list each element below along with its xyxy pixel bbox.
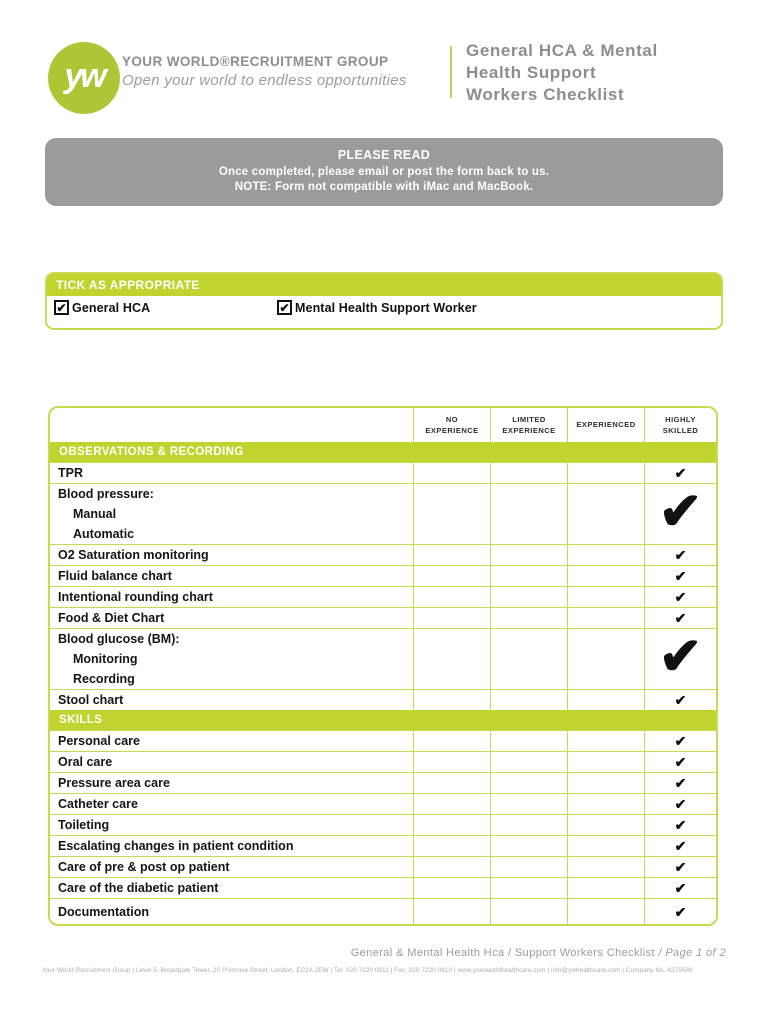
row-label (50, 629, 413, 689)
experience-cell-3[interactable] (644, 484, 716, 544)
experience-cell-0[interactable] (413, 836, 490, 856)
label-column-header (50, 408, 413, 442)
row-label-line: Blood glucose (BM): (58, 632, 180, 646)
tick-options (47, 296, 721, 315)
footer-doc-name: General & Mental Health Hca / Support Workers Checklist (350, 947, 659, 959)
experience-cell-2[interactable] (567, 566, 644, 586)
experience-cell-0[interactable] (413, 794, 490, 814)
experience-cell-0[interactable] (413, 608, 490, 628)
row-label-line: Toileting (58, 818, 110, 832)
table-row (50, 772, 716, 793)
experience-cell-0[interactable] (413, 463, 490, 483)
experience-cell-1[interactable] (490, 587, 567, 607)
table-row (50, 689, 716, 710)
checkbox-1[interactable]: ✔ (277, 300, 292, 315)
checkmark-icon: ✔ (674, 692, 687, 708)
experience-cell-3[interactable] (644, 857, 716, 877)
experience-cell-3[interactable] (644, 815, 716, 835)
experience-cell-1[interactable] (490, 463, 567, 483)
brand-tagline: Open your world to endless opportunities (122, 72, 407, 89)
brand-block (122, 54, 407, 89)
row-label-line: Intentional rounding chart (58, 590, 213, 604)
row-label-line: Recording (73, 672, 135, 686)
experience-cell-0[interactable] (413, 731, 490, 751)
row-label-line: Stool chart (58, 693, 124, 707)
checkmark-icon: ✔ (674, 465, 687, 481)
table-row (50, 544, 716, 565)
company-logo (48, 42, 120, 114)
experience-cell-1[interactable] (490, 899, 567, 924)
brand-name: YOUR WORLD®RECRUITMENT GROUP (122, 54, 389, 69)
page-title-line2: Health Support (466, 63, 597, 82)
experience-cell-3[interactable] (644, 731, 716, 751)
table-row (50, 483, 716, 544)
table-row (50, 565, 716, 586)
column-header-line: EXPERIENCE (425, 426, 479, 435)
experience-cell-1[interactable] (490, 815, 567, 835)
table-row (50, 877, 716, 898)
row-label (50, 815, 413, 835)
experience-cell-1[interactable] (490, 608, 567, 628)
experience-cell-3[interactable] (644, 545, 716, 565)
experience-cell-2[interactable] (567, 899, 644, 924)
experience-cell-1[interactable] (490, 566, 567, 586)
experience-cell-1[interactable] (490, 731, 567, 751)
experience-cell-2[interactable] (567, 752, 644, 772)
column-header-2 (567, 408, 644, 442)
footer-legal-line: Your World Recruitment Group | Level 5, Broadgate Tower, 20 Primrose Street, London, EC2A 2EW | Tel: 020 7220 0811 | Fax: 020 7220 0810 | www.yourworldhealthcare.com | info@ywhealthcare.com | Company No. 6275588 (42, 967, 693, 974)
skills-table (48, 406, 718, 926)
section-header-0: OBSERVATIONS & RECORDING (50, 442, 716, 462)
page-title-line1: General HCA & Mental (466, 41, 658, 60)
experience-cell-0[interactable] (413, 484, 490, 544)
row-label (50, 566, 413, 586)
tick-option-label: General HCA (72, 300, 151, 315)
experience-cell-3[interactable] (644, 566, 716, 586)
row-label-line: Care of pre & post op patient (58, 860, 230, 874)
tick-as-appropriate-section (45, 272, 723, 330)
row-label (50, 587, 413, 607)
footer-page-line (351, 947, 726, 959)
experience-cell-1[interactable] (490, 690, 567, 710)
experience-cell-0[interactable] (413, 899, 490, 924)
row-label-line: Automatic (73, 527, 135, 541)
table-row (50, 607, 716, 628)
experience-cell-2[interactable] (567, 608, 644, 628)
experience-cell-0[interactable] (413, 815, 490, 835)
checkmark-icon: ✔ (674, 775, 687, 791)
row-label (50, 608, 413, 628)
experience-cell-1[interactable] (490, 857, 567, 877)
row-label (50, 857, 413, 877)
experience-cell-3[interactable] (644, 690, 716, 710)
experience-cell-3[interactable] (644, 608, 716, 628)
notice-title: PLEASE READ (337, 148, 431, 162)
checkmark-icon: ✔ (674, 903, 687, 920)
experience-cell-2[interactable] (567, 587, 644, 607)
column-header-1 (490, 408, 567, 442)
column-header-3 (644, 408, 716, 442)
checkmark-icon: ✔ (658, 483, 703, 541)
row-label (50, 545, 413, 565)
document-title-block (450, 40, 658, 106)
checkmark-icon: ✔ (674, 817, 687, 833)
checkmark-icon: ✔ (674, 547, 687, 563)
column-header-line: SKILLED (662, 426, 699, 435)
table-row (50, 793, 716, 814)
experience-cell-2[interactable] (567, 878, 644, 898)
column-header-0 (413, 408, 490, 442)
checkmark-icon: ✔ (674, 838, 687, 854)
row-label-line: O2 Saturation monitoring (58, 548, 209, 562)
experience-cell-2[interactable] (567, 773, 644, 793)
tick-option-label: Mental Health Support Worker (295, 300, 477, 315)
row-label-line: Monitoring (73, 652, 138, 666)
logo-monogram: yw (64, 56, 104, 95)
row-label (50, 731, 413, 751)
row-label-line: Oral care (58, 755, 113, 769)
experience-cell-1[interactable] (490, 773, 567, 793)
notice-line2: NOTE: Form not compatible with iMac and MacBook. (234, 181, 534, 193)
experience-cell-3[interactable] (644, 773, 716, 793)
row-label (50, 878, 413, 898)
tick-section-title: TICK AS APPROPRIATE (56, 278, 200, 292)
checkmark-icon: ✔ (674, 589, 687, 605)
row-label-line: Pressure area care (58, 776, 170, 790)
please-read-notice (45, 138, 723, 206)
experience-cell-2[interactable] (567, 484, 644, 544)
experience-cell-0[interactable] (413, 587, 490, 607)
row-label-line: TPR (58, 466, 83, 480)
table-row (50, 856, 716, 877)
checkmark-icon: ✔ (658, 628, 703, 686)
row-label-line: Manual (73, 507, 117, 521)
page-header (48, 36, 728, 128)
tick-section-header (47, 274, 721, 296)
experience-cell-2[interactable] (567, 463, 644, 483)
row-label-line: Blood pressure: (58, 487, 154, 501)
experience-cell-2[interactable] (567, 690, 644, 710)
experience-cell-1[interactable] (490, 484, 567, 544)
checkmark-icon: ✔ (674, 754, 687, 770)
experience-cell-1[interactable] (490, 794, 567, 814)
checkmark-icon: ✔ (674, 568, 687, 584)
experience-cell-2[interactable] (567, 731, 644, 751)
column-header-line: HIGHLY (665, 414, 696, 424)
row-label-line: Catheter care (58, 797, 138, 811)
column-header-line: LIMITED (512, 414, 546, 424)
table-header-row (50, 408, 716, 442)
column-header-line: EXPERIENCED (576, 420, 636, 430)
footer-page-number: / Page 1 of 2 (658, 947, 726, 959)
experience-cell-3[interactable] (644, 463, 716, 483)
row-label-line: Food & Diet Chart (58, 611, 165, 625)
row-label (50, 899, 413, 924)
experience-cell-0[interactable] (413, 752, 490, 772)
table-row (50, 898, 716, 924)
table-row (50, 751, 716, 772)
experience-cell-3[interactable] (644, 587, 716, 607)
experience-cell-3[interactable] (644, 899, 716, 924)
experience-cell-1[interactable] (490, 629, 567, 689)
experience-cell-0[interactable] (413, 629, 490, 689)
experience-cell-1[interactable] (490, 878, 567, 898)
table-row (50, 586, 716, 607)
row-label (50, 463, 413, 483)
experience-cell-0[interactable] (413, 690, 490, 710)
checkbox-0[interactable]: ✔ (54, 300, 69, 315)
row-label-line: Fluid balance chart (58, 569, 172, 583)
experience-cell-2[interactable] (567, 794, 644, 814)
table-row (50, 814, 716, 835)
tick-option-1 (277, 300, 477, 315)
experience-cell-1[interactable] (490, 752, 567, 772)
experience-cell-0[interactable] (413, 566, 490, 586)
row-label (50, 773, 413, 793)
experience-cell-3[interactable] (644, 629, 716, 689)
notice-line1: Once completed, please email or post the form back to us. (218, 165, 550, 178)
checkmark-icon: ✔ (674, 610, 687, 626)
experience-cell-2[interactable] (567, 836, 644, 856)
experience-cell-0[interactable] (413, 545, 490, 565)
experience-cell-3[interactable] (644, 878, 716, 898)
row-label (50, 752, 413, 772)
checkmark-icon: ✔ (674, 796, 687, 812)
experience-cell-1[interactable] (490, 836, 567, 856)
column-header-line: NO (445, 414, 459, 424)
column-header-line: EXPERIENCE (502, 426, 556, 435)
row-label (50, 794, 413, 814)
experience-cell-3[interactable] (644, 752, 716, 772)
experience-cell-2[interactable] (567, 815, 644, 835)
tick-option-0 (54, 300, 277, 315)
section-header-1: SKILLS (50, 710, 716, 730)
table-row (50, 835, 716, 856)
experience-cell-2[interactable] (567, 545, 644, 565)
page-title-line3: Workers Checklist (466, 85, 625, 104)
row-label-line: Escalating changes in patient condition (58, 839, 294, 853)
experience-cell-1[interactable] (490, 545, 567, 565)
experience-cell-2[interactable] (567, 629, 644, 689)
table-row (50, 462, 716, 483)
checkmark-icon: ✔ (674, 880, 687, 896)
experience-cell-3[interactable] (644, 794, 716, 814)
table-row (50, 730, 716, 751)
row-label (50, 690, 413, 710)
experience-cell-0[interactable] (413, 857, 490, 877)
row-label (50, 836, 413, 856)
checkmark-icon: ✔ (674, 859, 687, 875)
page-title (466, 40, 658, 106)
experience-cell-3[interactable] (644, 836, 716, 856)
experience-cell-0[interactable] (413, 878, 490, 898)
experience-cell-0[interactable] (413, 773, 490, 793)
checkmark-icon: ✔ (674, 733, 687, 749)
table-row (50, 628, 716, 689)
experience-cell-2[interactable] (567, 857, 644, 877)
row-label (50, 484, 413, 544)
row-label-line: Personal care (58, 734, 140, 748)
row-label-line: Documentation (58, 904, 149, 919)
row-label-line: Care of the diabetic patient (58, 881, 219, 895)
title-separator (450, 46, 452, 98)
